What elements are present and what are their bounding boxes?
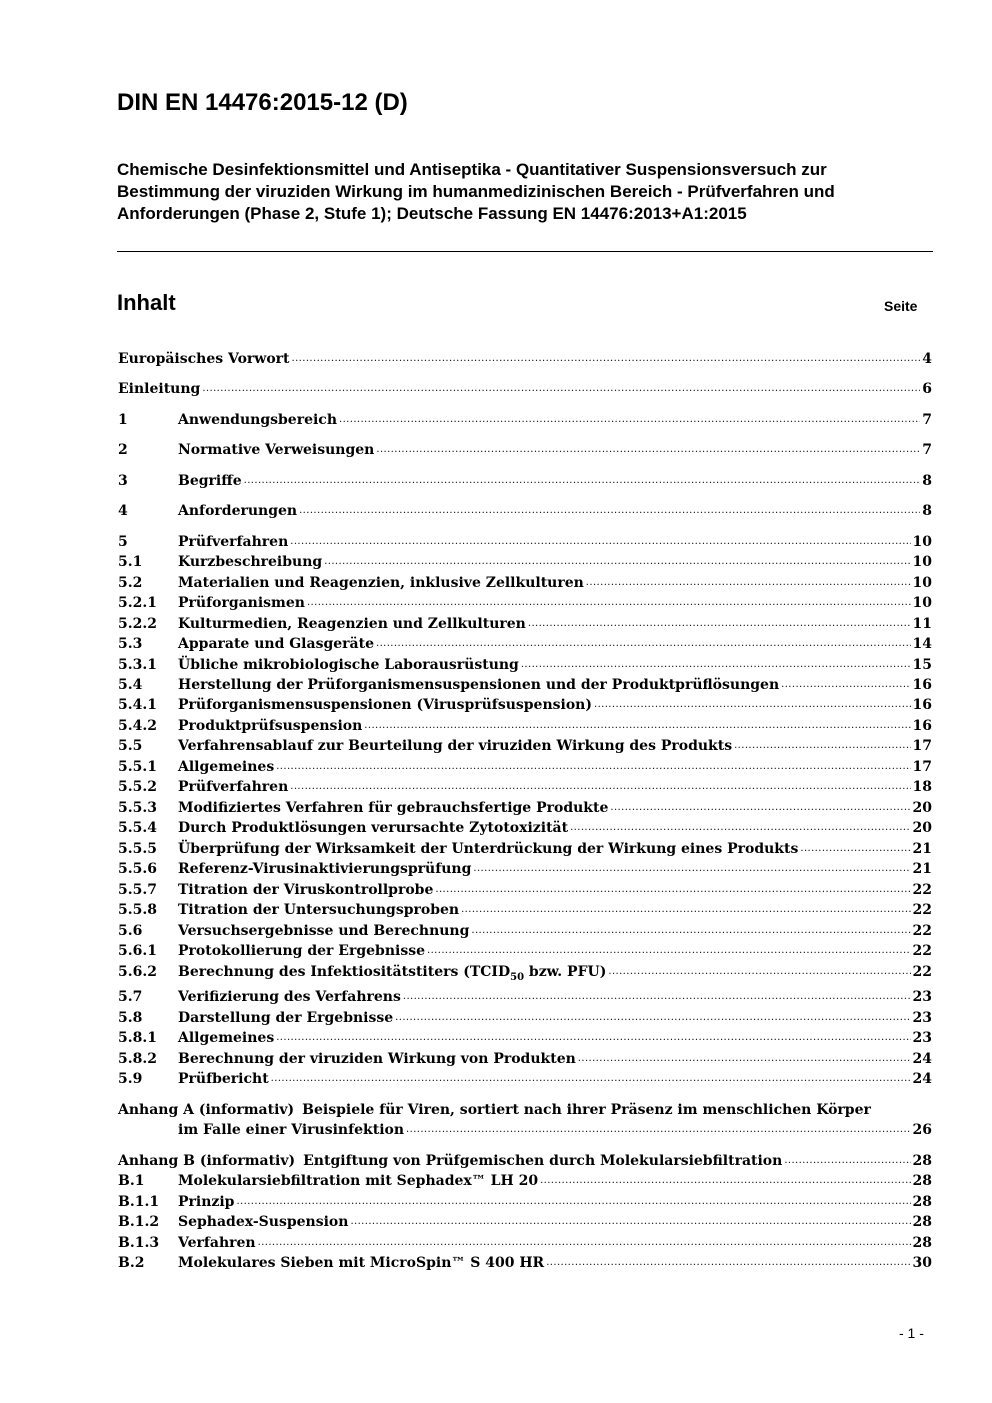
toc-entry-number: 5.5.7 bbox=[118, 882, 157, 898]
toc-leader-dots bbox=[376, 634, 911, 654]
toc-entry-label[interactable]: Herstellung der Prüforganismensuspensionen und der Produktprüflösungen bbox=[178, 677, 780, 693]
toc-entry-label[interactable]: Allgemeines bbox=[178, 759, 275, 775]
toc-entry[interactable] bbox=[118, 440, 932, 460]
toc-leader-dots bbox=[473, 859, 910, 879]
toc-entry-page[interactable]: 7 bbox=[922, 442, 932, 458]
toc-entry[interactable] bbox=[118, 818, 932, 838]
toc-entry-number: 4 bbox=[118, 503, 128, 519]
toc-entry-number: 5.5.5 bbox=[118, 841, 157, 857]
toc-entry[interactable] bbox=[118, 1253, 932, 1273]
toc-leader-dots bbox=[610, 798, 910, 818]
toc-leader-dots bbox=[781, 675, 910, 695]
subscript-50: 50 bbox=[510, 972, 525, 983]
toc-entry-label-continuation[interactable]: im Falle einer Virusinfektion bbox=[178, 1122, 405, 1138]
toc-leader-dots bbox=[578, 1049, 911, 1069]
toc-entry-number: B.1 bbox=[118, 1173, 145, 1189]
toc-entry-page[interactable]: 28 bbox=[912, 1235, 932, 1251]
toc-entry-page[interactable]: 11 bbox=[912, 616, 932, 632]
toc-entry-page[interactable]: 8 bbox=[922, 473, 932, 489]
toc-entry[interactable] bbox=[118, 410, 932, 430]
toc-entry[interactable] bbox=[118, 921, 932, 941]
toc-entry-number: 5.2.2 bbox=[118, 616, 157, 632]
toc-entry-number: 5.5 bbox=[118, 738, 143, 754]
toc-entry-page[interactable]: 16 bbox=[912, 677, 932, 693]
toc-entry-label[interactable]: Prüfverfahren bbox=[178, 534, 289, 550]
toc-entry[interactable] bbox=[118, 695, 932, 715]
toc-leader-dots bbox=[594, 695, 911, 715]
toc-entry-label[interactable]: Prüforganismen bbox=[178, 595, 305, 611]
toc-entry-page[interactable]: 24 bbox=[912, 1051, 932, 1067]
toc-entry-page[interactable]: 10 bbox=[912, 534, 932, 550]
toc-entry-label[interactable]: Entgiftung von Prüfgemischen durch Molekularsiebfiltration bbox=[303, 1153, 783, 1169]
toc-leader-dots bbox=[271, 1069, 911, 1089]
toc-entry[interactable] bbox=[118, 471, 932, 491]
toc-entry-label[interactable]: Europäisches Vorwort bbox=[118, 351, 290, 367]
toc-entry-label[interactable]: Molekularsiebfiltration mit Sephadex™ LH 20 bbox=[178, 1173, 539, 1189]
toc-entry[interactable] bbox=[118, 634, 932, 654]
document-title: DIN EN 14476:2015-12 (D) bbox=[117, 89, 408, 116]
toc-entry-page[interactable]: 17 bbox=[912, 759, 932, 775]
toc-entry-number: 5 bbox=[118, 534, 128, 550]
toc-leader-dots bbox=[608, 962, 910, 984]
toc-entry-anhang-a-continuation[interactable] bbox=[118, 1120, 932, 1140]
toc-entry-page[interactable]: 28 bbox=[912, 1214, 932, 1230]
toc-entry-page[interactable]: 22 bbox=[912, 964, 932, 980]
toc-leader-dots bbox=[435, 880, 910, 900]
toc-leader-dots bbox=[570, 818, 910, 838]
toc-entry-number: Anhang A (informativ) bbox=[118, 1102, 295, 1118]
toc-entry-label[interactable]: Versuchsergebnisse und Berechnung bbox=[178, 923, 470, 939]
toc-leader-dots bbox=[258, 1233, 911, 1253]
toc-entry-number: B.1.3 bbox=[118, 1235, 160, 1251]
toc-entry-number: 5.8 bbox=[118, 1010, 143, 1026]
toc-entry-page[interactable]: 7 bbox=[922, 412, 932, 428]
toc-entry-number: 5.6 bbox=[118, 923, 143, 939]
toc-entry-page[interactable]: 6 bbox=[922, 381, 932, 397]
toc-entry-label[interactable]: Modifiziertes Verfahren für gebrauchsfertige Produkte bbox=[178, 800, 609, 816]
toc-entry-page[interactable]: 28 bbox=[912, 1194, 932, 1210]
toc-entry-page[interactable]: 22 bbox=[912, 943, 932, 959]
toc-entry-number: 5.9 bbox=[118, 1071, 143, 1087]
toc-entry-page[interactable]: 17 bbox=[912, 738, 932, 754]
toc-leader-dots bbox=[324, 552, 910, 572]
toc-entry-label[interactable]: Materialien und Reagenzien, inklusive Zellkulturen bbox=[178, 575, 584, 591]
toc-entry-label[interactable]: Berechnung der viruziden Wirkung von Produkten bbox=[178, 1051, 576, 1067]
toc-entry[interactable] bbox=[118, 349, 932, 369]
toc-entry-label[interactable]: Übliche mikrobiologische Laborausrüstung bbox=[178, 657, 519, 673]
toc-leader-dots bbox=[427, 941, 911, 961]
toc-entry[interactable] bbox=[118, 777, 932, 797]
toc-entry[interactable] bbox=[118, 1212, 932, 1232]
toc-entry-page[interactable]: 20 bbox=[912, 800, 932, 816]
toc-entry-label[interactable]: Berechnung des Infektiositätstiters ($TCID_{50}$ bzw. PFU) bbox=[178, 964, 607, 983]
toc-entry-page[interactable]: 30 bbox=[912, 1255, 932, 1271]
toc-entry-label[interactable]: Anforderungen bbox=[178, 503, 298, 519]
toc-entry-number: 5.1 bbox=[118, 554, 143, 570]
toc-entry-label[interactable]: Sephadex-Suspension bbox=[178, 1214, 349, 1230]
toc-entry-page[interactable]: 22 bbox=[912, 882, 932, 898]
toc-leader-dots bbox=[784, 1151, 910, 1171]
toc-entry-page[interactable]: 18 bbox=[912, 779, 932, 795]
toc-entry-page[interactable]: 23 bbox=[912, 1010, 932, 1026]
toc-entry-label[interactable]: Einleitung bbox=[118, 381, 201, 397]
document-subtitle: Chemische Desinfektionsmittel und Antiseptika - Quantitativer Suspensionsversuch zur Bestimmung der viruziden Wirkung im humanmedizinischen Bereich - Prüfverfahren und Anforderungen (Phase 2, Stufe 1); Deutsche Fassung EN 14476:2013+A1:2015 bbox=[117, 160, 835, 223]
toc-entry-page[interactable]: 26 bbox=[912, 1122, 932, 1138]
toc-leader-dots bbox=[406, 1120, 910, 1140]
toc-entry-label[interactable]: Darstellung der Ergebnisse bbox=[178, 1010, 394, 1026]
toc-entry[interactable] bbox=[118, 839, 932, 859]
toc-entry[interactable] bbox=[118, 1192, 932, 1212]
toc-entry[interactable] bbox=[118, 655, 932, 675]
toc-entry[interactable] bbox=[118, 987, 932, 1007]
toc-entry[interactable] bbox=[118, 675, 932, 695]
toc-leader-dots bbox=[350, 1212, 910, 1232]
toc-entry-page[interactable]: 14 bbox=[912, 636, 932, 652]
toc-entry[interactable] bbox=[118, 900, 932, 920]
toc-entry-number: 5.5.3 bbox=[118, 800, 157, 816]
toc-entry-page[interactable]: 10 bbox=[912, 575, 932, 591]
toc-leader-dots bbox=[376, 440, 920, 460]
toc-entry-label[interactable]: Verfahrensablauf zur Beurteilung der viruziden Wirkung des Produkts bbox=[178, 738, 733, 754]
toc-leader-dots bbox=[403, 987, 911, 1007]
toc-entry-number: 3 bbox=[118, 473, 128, 489]
toc-entry-number: 5.4.1 bbox=[118, 697, 157, 713]
toc-leader-dots bbox=[292, 349, 921, 369]
toc-entry[interactable] bbox=[118, 1049, 932, 1069]
toc-entry-number: 5.3.1 bbox=[118, 657, 157, 673]
toc-entry[interactable] bbox=[118, 716, 932, 736]
toc-entry-number: 5.2.1 bbox=[118, 595, 157, 611]
toc-entry-page[interactable]: 8 bbox=[922, 503, 932, 519]
toc-entry-page[interactable]: 23 bbox=[912, 1030, 932, 1046]
toc-entry[interactable] bbox=[118, 614, 932, 634]
toc-leader-dots bbox=[586, 573, 911, 593]
toc-entry-label[interactable]: Verfahren bbox=[178, 1235, 256, 1251]
toc-entry[interactable] bbox=[118, 552, 932, 572]
toc-page-column-label: Seite bbox=[884, 298, 918, 314]
toc-entry-label[interactable]: Prüfbericht bbox=[178, 1071, 269, 1087]
toc-entry-label[interactable]: Überprüfung der Wirksamkeit der Unterdrückung der Wirkung eines Produkts bbox=[178, 841, 799, 857]
title-divider bbox=[117, 251, 933, 252]
toc-entry-number: 5.7 bbox=[118, 989, 143, 1005]
toc-leader-dots bbox=[540, 1171, 910, 1191]
toc-entry-page[interactable]: 22 bbox=[912, 902, 932, 918]
toc-leader-dots bbox=[202, 379, 920, 399]
toc-entry-label[interactable]: Protokollierung der Ergebnisse bbox=[178, 943, 425, 959]
toc-entry-label[interactable]: Normative Verweisungen bbox=[178, 442, 375, 458]
toc-entry-page[interactable]: 21 bbox=[912, 861, 932, 877]
toc-entry-page[interactable]: 28 bbox=[912, 1153, 932, 1169]
toc-entry-page[interactable]: 22 bbox=[912, 923, 932, 939]
toc-entry-number: B.2 bbox=[118, 1255, 145, 1271]
toc-entry-number: Anhang B (informativ) bbox=[118, 1153, 296, 1169]
toc-entry-label[interactable]: Kurzbeschreibung bbox=[178, 554, 323, 570]
toc-entry-anhang-a[interactable] bbox=[118, 1100, 932, 1120]
toc-entry-number: B.1.2 bbox=[118, 1214, 160, 1230]
toc-entry-number: 5.2 bbox=[118, 575, 143, 591]
toc-entry[interactable] bbox=[118, 501, 932, 521]
toc-entry-anhang-b[interactable] bbox=[118, 1151, 932, 1171]
toc-entry-number: 5.6.1 bbox=[118, 943, 157, 959]
toc-entry-page[interactable]: 23 bbox=[912, 989, 932, 1005]
toc-entry-number: 5.4 bbox=[118, 677, 143, 693]
toc-entry[interactable] bbox=[118, 941, 932, 961]
toc-entry[interactable] bbox=[118, 1069, 932, 1089]
toc-entry-number: 5.6.2 bbox=[118, 964, 157, 980]
toc-entry-page[interactable]: 4 bbox=[922, 351, 932, 367]
toc-entry-label[interactable]: Begriffe bbox=[178, 473, 242, 489]
toc-entry-label[interactable]: Durch Produktlösungen verursachte Zytotoxizität bbox=[178, 820, 569, 836]
toc-entry[interactable] bbox=[118, 573, 932, 593]
toc-entry-number: 2 bbox=[118, 442, 128, 458]
toc-entry[interactable] bbox=[118, 593, 932, 613]
toc-entry-label[interactable]: Verifizierung des Verfahrens bbox=[178, 989, 401, 1005]
toc-leader-dots bbox=[276, 757, 910, 777]
toc-entry[interactable] bbox=[118, 798, 932, 818]
toc-entry[interactable] bbox=[118, 1028, 932, 1048]
toc-entry[interactable] bbox=[118, 532, 932, 552]
toc-entry[interactable] bbox=[118, 379, 932, 399]
toc-heading: Inhalt bbox=[117, 290, 176, 315]
toc-entry-label[interactable]: Produktprüfsuspension bbox=[178, 718, 363, 734]
toc-entry-number: 5.5.1 bbox=[118, 759, 157, 775]
toc-leader-dots bbox=[244, 471, 921, 491]
toc-entry-page[interactable]: 21 bbox=[912, 841, 932, 857]
toc-entry-label[interactable]: Molekulares Sieben mit MicroSpin™ S 400 HR bbox=[178, 1255, 545, 1271]
toc-entry[interactable] bbox=[118, 859, 932, 879]
toc-entry-number: 1 bbox=[118, 412, 128, 428]
toc-entry[interactable] bbox=[118, 757, 932, 777]
toc-leader-dots bbox=[364, 716, 910, 736]
toc-leader-dots bbox=[528, 614, 911, 634]
toc-leader-dots bbox=[276, 1028, 910, 1048]
toc-entry-number: 5.5.6 bbox=[118, 861, 157, 877]
toc-entry-label[interactable]: Titration der Untersuchungsproben bbox=[178, 902, 460, 918]
toc-leader-dots bbox=[471, 921, 910, 941]
toc-entry-page[interactable]: 16 bbox=[912, 718, 932, 734]
toc-entry-label[interactable]: Kulturmedien, Reagenzien und Zellkulturen bbox=[178, 616, 526, 632]
toc-entry-label[interactable]: Prüforganismensuspensionen (Virusprüfsuspension) bbox=[178, 697, 592, 713]
toc-entry-label[interactable]: Referenz-Virusinaktivierungsprüfung bbox=[178, 861, 472, 877]
toc-entry-label[interactable]: Allgemeines bbox=[178, 1030, 275, 1046]
toc-leader-dots bbox=[299, 501, 920, 521]
toc-entry[interactable] bbox=[118, 1008, 932, 1028]
toc-leader-dots bbox=[546, 1253, 910, 1273]
toc-entry-page[interactable]: 20 bbox=[912, 820, 932, 836]
toc-leader-dots bbox=[734, 736, 910, 756]
toc-entry-number: 5.5.2 bbox=[118, 779, 157, 795]
toc-leader-dots bbox=[290, 777, 910, 797]
toc-entry-label[interactable]: Beispiele für Viren, sortiert nach ihrer Präsenz im menschlichen Körper bbox=[302, 1102, 871, 1118]
toc-entry[interactable] bbox=[118, 736, 932, 756]
toc-entry-number: B.1.1 bbox=[118, 1194, 160, 1210]
toc-entry-label[interactable]: Prüfverfahren bbox=[178, 779, 289, 795]
toc-leader-dots bbox=[307, 593, 911, 613]
toc-entry-label[interactable]: Titration der Viruskontrollprobe bbox=[178, 882, 434, 898]
toc-leader-dots bbox=[461, 900, 910, 920]
toc-entry[interactable] bbox=[118, 1171, 932, 1191]
toc-leader-dots bbox=[339, 410, 920, 430]
toc-entry-number: 5.3 bbox=[118, 636, 143, 652]
toc-entry-number: 5.8.2 bbox=[118, 1051, 157, 1067]
toc-entry-page[interactable]: 28 bbox=[912, 1173, 932, 1189]
toc-entry[interactable] bbox=[118, 1233, 932, 1253]
toc-entry-label[interactable]: Apparate und Glasgeräte bbox=[178, 636, 374, 652]
toc-entry-number: 5.5.8 bbox=[118, 902, 157, 918]
toc-entry-number: 5.8.1 bbox=[118, 1030, 157, 1046]
toc-entry-page[interactable]: 16 bbox=[912, 697, 932, 713]
toc-entry-page[interactable]: 10 bbox=[912, 595, 932, 611]
toc-entry-label[interactable]: Prinzip bbox=[178, 1194, 235, 1210]
toc-leader-dots bbox=[521, 655, 911, 675]
toc-leader-dots bbox=[290, 532, 910, 552]
toc-leader-dots bbox=[236, 1192, 910, 1212]
toc-entry[interactable] bbox=[118, 880, 932, 900]
toc-entry-label[interactable]: Anwendungsbereich bbox=[178, 412, 337, 428]
toc-leader-dots bbox=[800, 839, 910, 859]
toc-leader-dots bbox=[395, 1008, 910, 1028]
toc-entry-page[interactable]: 15 bbox=[912, 657, 932, 673]
toc-entry-page[interactable]: 10 bbox=[912, 554, 932, 570]
footer-page-number: - 1 - bbox=[899, 1325, 924, 1341]
toc-entry-number: 5.4.2 bbox=[118, 718, 157, 734]
toc-entry[interactable] bbox=[118, 962, 932, 982]
toc-entry-page[interactable]: 24 bbox=[912, 1071, 932, 1087]
toc-entry-number: 5.5.4 bbox=[118, 820, 157, 836]
